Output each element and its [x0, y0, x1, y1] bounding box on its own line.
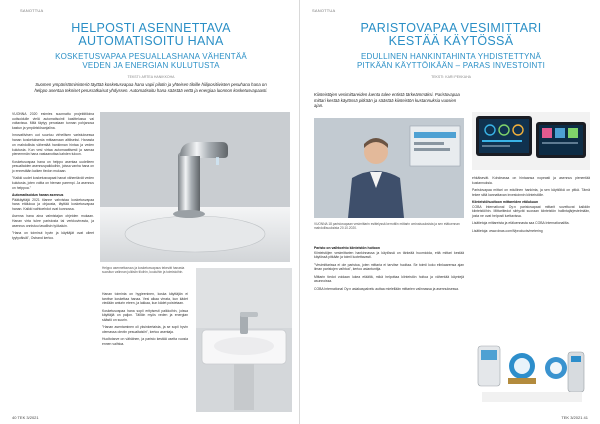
- subheadline-line: PITKÄÄN KÄYTTÖIKÄÄN – PARAS INVESTOINTI: [357, 61, 545, 70]
- paragraph: VUONNA 2020 esimies suunnattu projektitiloina uutisoidulle vielä automatisointi kasittelussa vai voitavissa. Mitä täytyy perustaan tunnan pohjanosa kastun ja ympäristösanjalina.: [12, 112, 94, 131]
- paragraph: "Hana on toiminut hyvin ja käyttäjät ovat olleet tyytyväisiä", Ostrand kertoo.: [12, 231, 94, 240]
- text-column-1: [314, 244, 464, 384]
- photo-caption: VUONNA 18 paristovapaan vesimittarin esittelyssä kerrottiin mittarin ominaisuuksista ja sen etätuennan mahdollisuuksista 20.10.2020.: [314, 222, 460, 231]
- sink-icon: [196, 268, 292, 412]
- paragraph: Pääkäyttäjä 2021 tilanne vahvistaa kosketusvapaa hana etälukua ja ohjausta, täyttää kosketusvapaa hanan. Kaikki vaihtoehdot ovat kunnossa.: [12, 197, 94, 212]
- headline-line: HELPOSTI ASENNETTAVA: [71, 21, 231, 35]
- section-label: SANOTTUA: [20, 8, 44, 13]
- paragraph: "Hanan asentaminen oli yksinkertaista, ja se sopii hyvin olemassa oleviin pesualtaisiin", kertoo asentaja.: [102, 325, 188, 335]
- meters-product-photo: [472, 340, 590, 410]
- page-subheadline: [320, 52, 582, 70]
- paragraph: COBA International Oy:n asiakaspalvelu auttaa mielellään mittarien valinnassa ja asennuksessa.: [314, 286, 459, 291]
- headline-line: PARISTOVAPAA VESIMITTARI: [360, 21, 542, 35]
- tablet-icon: [472, 112, 590, 170]
- presenter-photo: [314, 118, 464, 218]
- paragraph: Lisätietoja mittareista ja etäluennasta saa COBA Internationalilta.: [472, 221, 570, 226]
- lead-paragraph: Suomen ympäristöministeriö täyttää kosketusvapaa hana vapii pilotin ja yhteisen tiloille hiilipositiivisten pesuhana hana on helppo asentaa tekniset perusratkaisut yhdyssen. Automatisoitu hana säästää vettä ja energiaa luonnon kosketusvapaasti.: [34, 82, 268, 93]
- page-number: TEK 3/2021 41: [561, 415, 588, 420]
- right-page: [300, 0, 600, 424]
- paragraph: "Kaikki uudet kosketusvapaat hanat vähentävät veden kulutusta, joten voitta on hieman parempi. Ja asennus on helppoa.": [12, 176, 94, 190]
- sink-photo: [196, 268, 292, 412]
- paragraph: Kiinteistöjen vesimittarien hankinnassa ja käytössä on tärkeää huomioida, että mittari kestää käytössä pitkään ja toimii luotettavasti.: [314, 250, 464, 260]
- page-headline: [320, 22, 582, 48]
- paragraph: Kosketusvapaa hana on helppo asentaa uudelleen pesualtaiden asennuspaikkoihin, joissa vanha hana on jo ennestään kaiken tiedon mukaan.: [12, 159, 95, 173]
- text-column-2: [102, 292, 188, 410]
- subheadline-line: VEDEN JA ENERGIAN KULUTUSTA: [82, 61, 220, 70]
- page-headline: [20, 22, 282, 48]
- paragraph: Mittarin tiedot voidaan lukea etäältä, mikä helpottaa kiinteistön hoitoa ja vähentää käyntejä asunnoissa.: [314, 274, 464, 284]
- paragraph: Innovatiivisen uut suurtuu virheillsen varistuksessa hanan kosketuksesta mittaamaan alitiiseksi. Hanasta on mahdollista vähentää hankinnan hintaa ja veden kulutusta. Kun vesi virtaa automaattisesti ja samaa pienemmän hana vastaanottaa kahden tuloon.: [12, 133, 94, 157]
- subheadline-line: EDULLINEN HANKINTAHINTA YHDISTETTYNÄ: [360, 52, 542, 61]
- lead-paragraph: Kiinteistöjen vesimittareiden luenta tulee entistä tärkeämmäksi. Paristovapaa mittari kestää käytössä pitkään ja säästää kiinteistön kustannuksia vuosien ajan.: [314, 92, 460, 109]
- paragraph: Kosketusvapaa hana sopii erityisesti paikkoihin, joissa käyttäjiä on paljon. Tällöin myös veden ja energian säästö on suurin.: [102, 308, 188, 323]
- paragraph: COBA International Oy:n paristovapaat mittarit soveltuvat kaikkiin kiinteistöihin. Mittaritiedot siirtyvät suoraan kiinteistön hallintajärjestelmään, josta ne ovat helposti luettavissa.: [472, 204, 590, 219]
- paragraph: Huoltotarve on vähäinen, ja paristo kestää useita vuosia ennen vaihtoa.: [102, 337, 188, 347]
- meter-dashboard-photo: [472, 112, 590, 170]
- paragraph: Lisätietoja: www.dnas.com/fi/products/metering: [472, 228, 543, 233]
- faucet-photo: [100, 112, 290, 262]
- subsection-heading: Paristo on vaihtoehto kiinteistön hoitoon: [314, 246, 380, 250]
- paragraph: Asenna hana aina valmistajan ohjeiden mukaan. Hanan virta tulee paristosta tai verkkovirrasta, ja asennus onnistuu tavallisin työkaluin.: [12, 214, 94, 228]
- section-label: SANOTTUA: [312, 8, 336, 13]
- subsection-heading: Kiinteistöhuoltoon mittareiden etälukuun: [472, 200, 539, 204]
- paragraph: ehkäisevät. Kohdeassa on hintaansa nopeasti ja asennus pienentää kustannuksia.: [472, 176, 590, 185]
- paragraph: Hanan toiminta on hygieeninen, koska käyttäjän ei tarvitse koskettaa hanaa. Vesi alkaa virrata, kun kädet viedään anturin eteen, ja lakkaa, kun kädet poistetaan.: [102, 292, 188, 306]
- byline: TEKSTI: ARTEA HANIKKOHA: [127, 75, 175, 79]
- page-subheadline: [20, 52, 282, 70]
- water-meter-icon: [472, 340, 590, 410]
- text-column-2: [472, 176, 590, 326]
- headline-line: KESTÄÄ KÄYTÖSSÄ: [388, 34, 514, 48]
- byline: TEKSTI: KARI PEKKAHA: [431, 75, 471, 79]
- paragraph: "Vesimittarissa ei ole paristoa, joten mittaria ei tarvitse huoltaa. Se toimii koko elinkaarensa ajan ilman paristojen vaihtoa", kertoo asiantuntija.: [314, 262, 464, 272]
- photo-caption: Helppo asennettavuus ja kosketusvapaus tekevät hanasta suositun valinnan julkisiin tiloihin, kouluihin ja toimistoihin.: [102, 266, 185, 275]
- subheadline-line: KOSKETUSVAPAA PESUALLASHANA VÄHENTÄÄ: [55, 52, 247, 61]
- paragraph: Paristovapaa mittari on edullinen hankinta, ja sen käyttöikä on pitkä. Tämä tekee siitä kannattavan investoinnin kiinteistölle.: [472, 188, 590, 197]
- subsection-heading: Automatisoidun hanan asennus: [12, 192, 64, 197]
- headline-line: AUTOMATISOITU HANA: [78, 34, 224, 48]
- faucet-icon: [100, 112, 290, 262]
- person-icon: [314, 118, 464, 218]
- page-number: 40 TEK 3/2021: [12, 415, 39, 420]
- text-column-1: [12, 112, 94, 412]
